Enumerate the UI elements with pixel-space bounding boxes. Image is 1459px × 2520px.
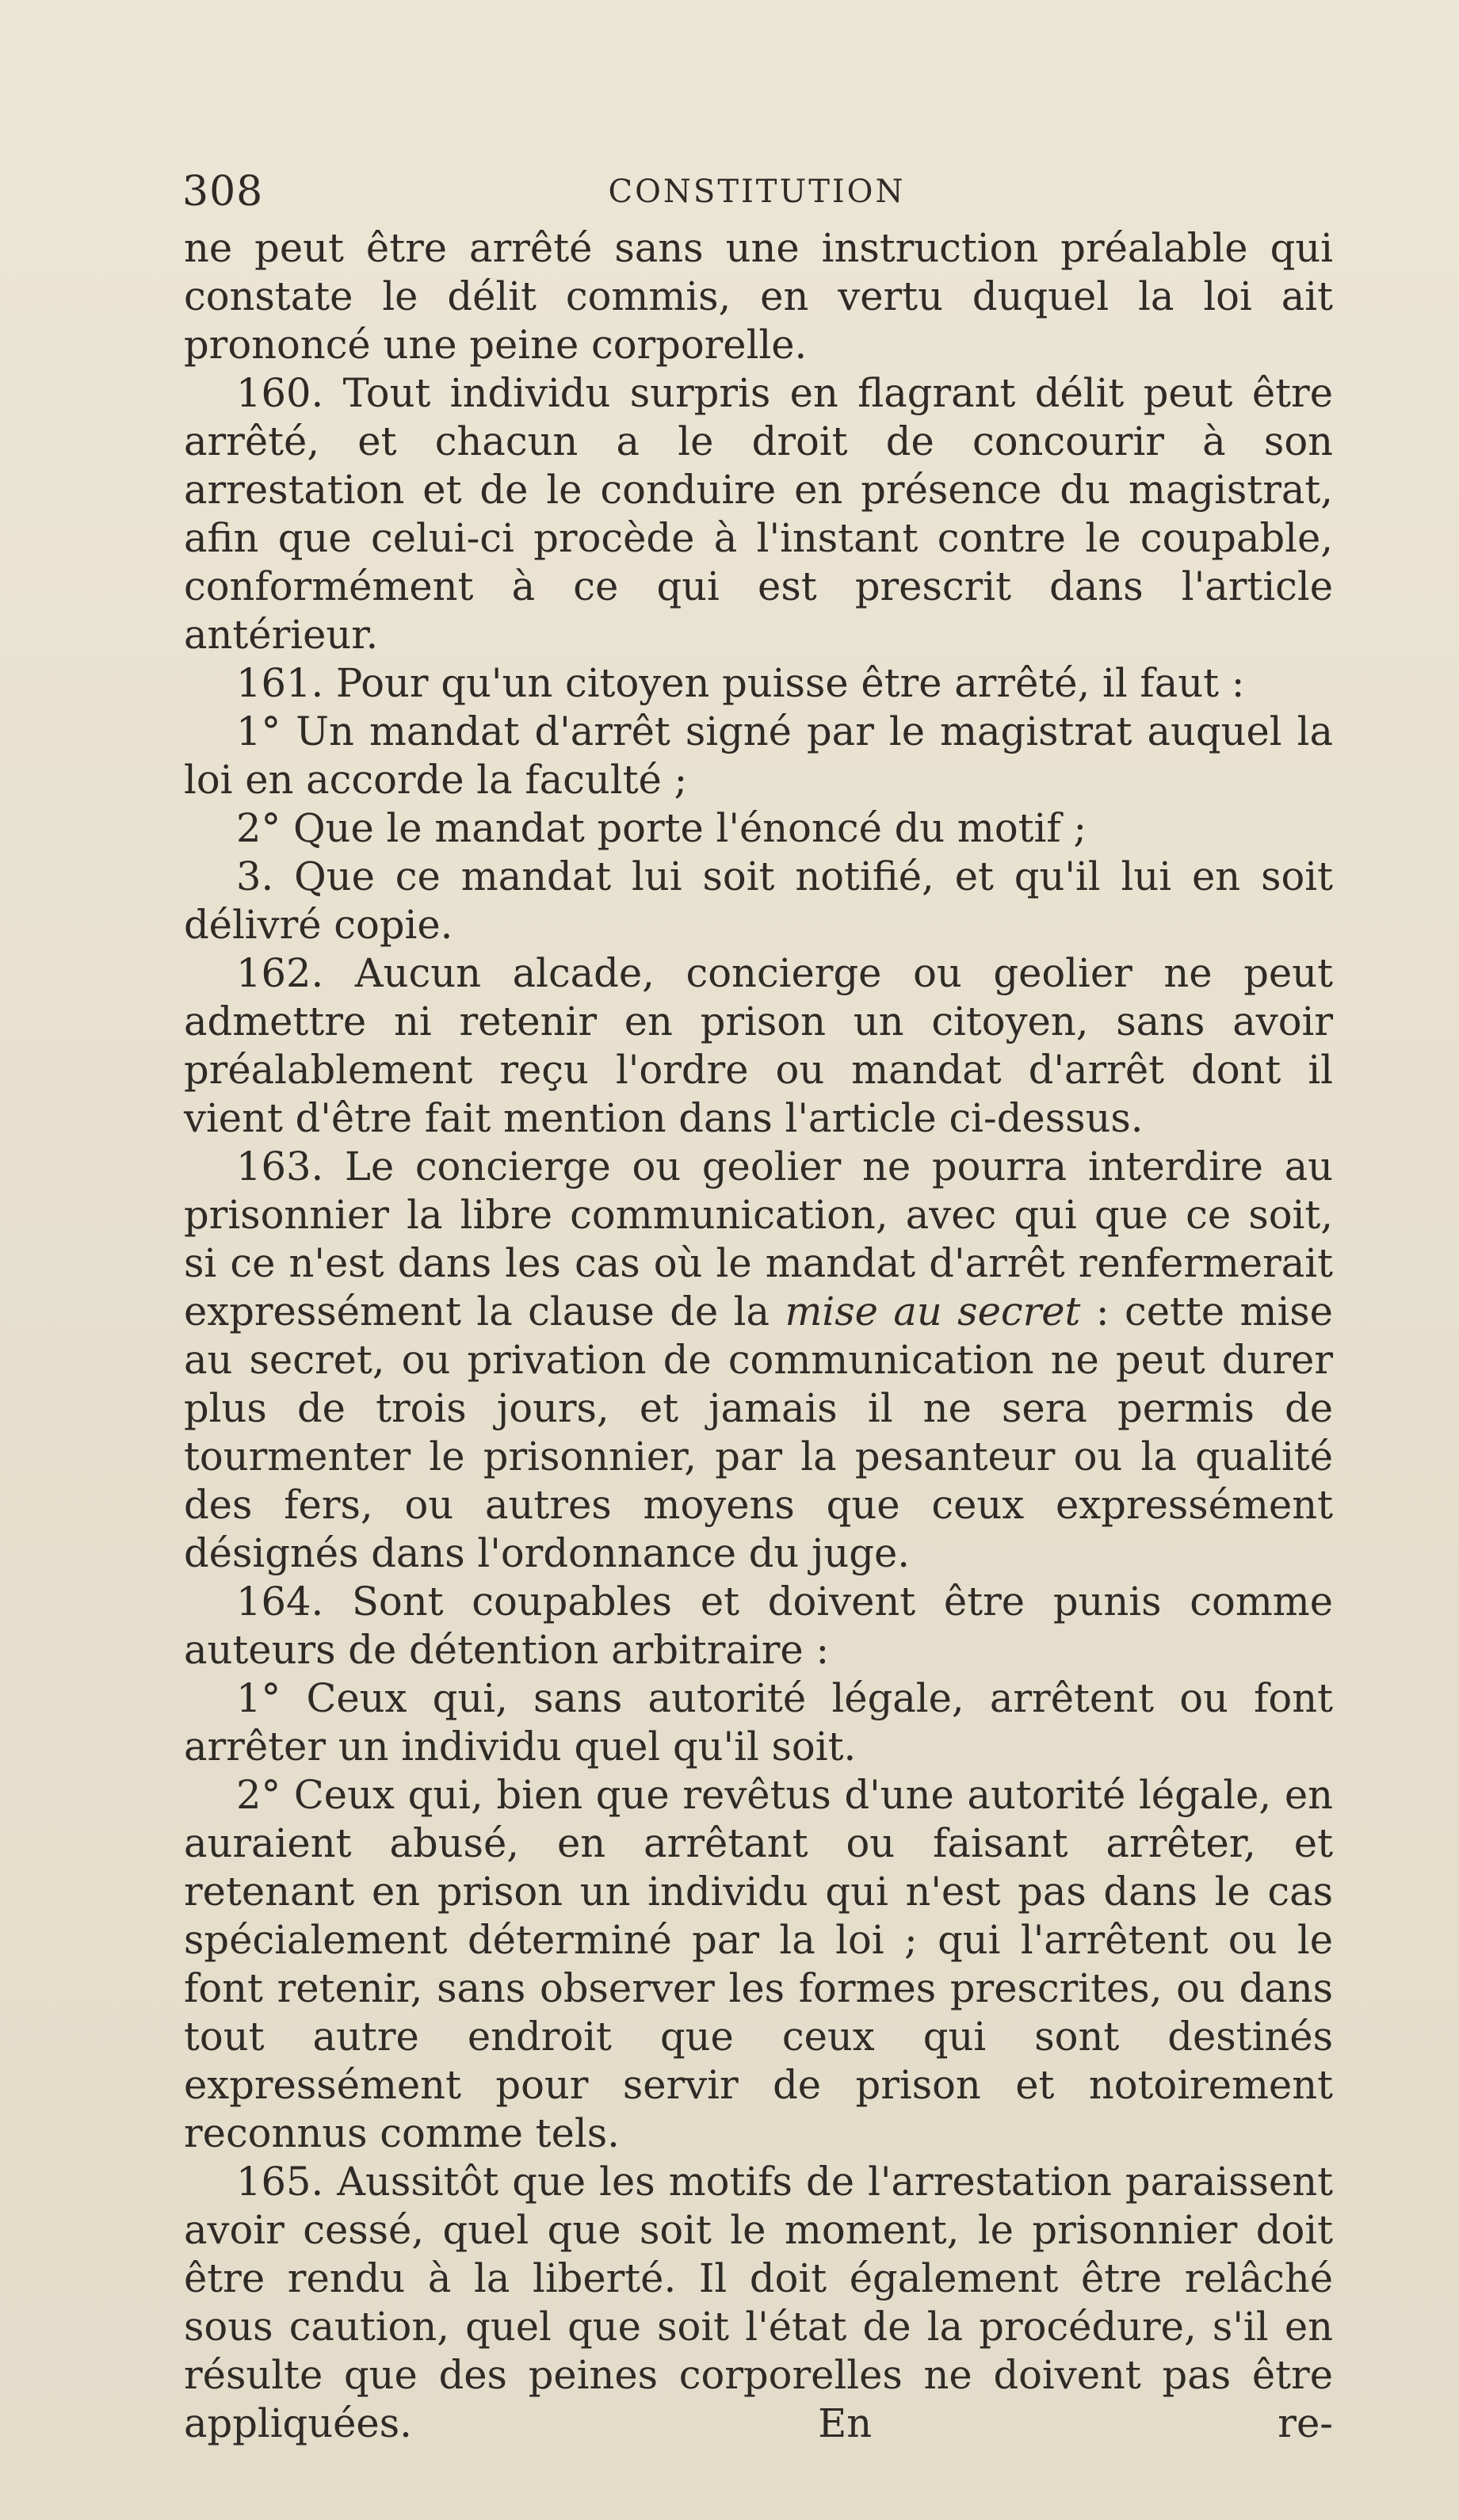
- article-161-item-1: 1° Un mandat d'arrêt signé par le magistrat auquel la loi en accorde la faculté ;: [184, 708, 1333, 803]
- article-164: 164. Sont coupables et doivent être punis comme auteurs de détention arbitraire :: [184, 1579, 1333, 1673]
- article-162: 162. Aucun alcade, concierge ou geolier ne peut admettre ni retenir en prison un citoyen, sans avoir préalablement reçu l'ordre ou mandat d'arrêt dont il vient d'être fait mention dans l'article ci-dessus.: [184, 950, 1333, 1141]
- article-165: 165. Aussitôt que les motifs de l'arrestation paraissent avoir cessé, quel que soit le moment, le prisonnier doit être rendu à la liberté. Il doit également être relâché sous caution, quel que soit l'état de la procédure, s'il en résulte que des peines corporelles ne doivent pas être appliquées. En re-: [184, 2159, 1333, 2446]
- paragraph-continuation: ne peut être arrêté sans une instruction préalable qui constate le délit commis, en vertu duquel la loi ait prononcé une peine corporelle.: [184, 225, 1333, 368]
- article-161-item-2: 2° Que le mandat porte l'énoncé du motif ;: [236, 805, 1087, 851]
- article-161-item-3: 3. Que ce mandat lui soit notifié, et qu'il lui en soit délivré copie.: [184, 853, 1333, 948]
- body-text: [184, 224, 1333, 2448]
- article-164-item-2: 2° Ceux qui, bien que revêtus d'une autorité légale, en auraient abusé, en arrêtant ou faisant arrêter, et retenant en prison un individu qui n'est pas dans le cas spécialement déterminé par la loi ; qui l'arrêtent ou le font retenir, sans observer les formes prescrites, ou dans tout autre endroit que ceux qui sont destinés expressément pour servir de prison et notoirement reconnus comme tels.: [184, 1772, 1333, 2156]
- article-163-italic-term: mise au secret: [785, 1289, 1081, 1334]
- article-163-text-end: : cette mise au secret, ou privation de communication ne peut durer plus de trois jours, et jamais il ne sera permis de tourmenter le prisonnier, par la pesanteur ou la qualité des fers, ou autres moyens que ceux expressément désignés dans l'ordonnance du juge.: [184, 1289, 1333, 1576]
- article-161: 161. Pour qu'un citoyen puisse être arrêté, il faut :: [236, 660, 1245, 706]
- article-163: [184, 1143, 1333, 1578]
- page-header: [182, 166, 1331, 217]
- page-number: 308: [182, 168, 264, 216]
- article-164-item-1: 1° Ceux qui, sans autorité légale, arrêtent ou font arrêter un individu quel qu'il soit.: [184, 1675, 1333, 1770]
- article-160: 160. Tout individu surpris en flagrant délit peut être arrêté, et chacun a le droit de concourir à son arrestation et de le conduire en présence du magistrat, afin que celui-ci procède à l'instant contre le coupable, conformément à ce qui est prescrit dans l'article antérieur.: [184, 370, 1333, 658]
- running-title: CONSTITUTION: [608, 174, 906, 210]
- article-163-text-start: 163. Le concierge ou geolier ne pourra interdire au prisonnier la libre communication, avec qui que ce soit, si ce n'est dans les cas où le mandat d'arrêt renfermerait expressément la clause de la: [184, 1144, 1333, 1334]
